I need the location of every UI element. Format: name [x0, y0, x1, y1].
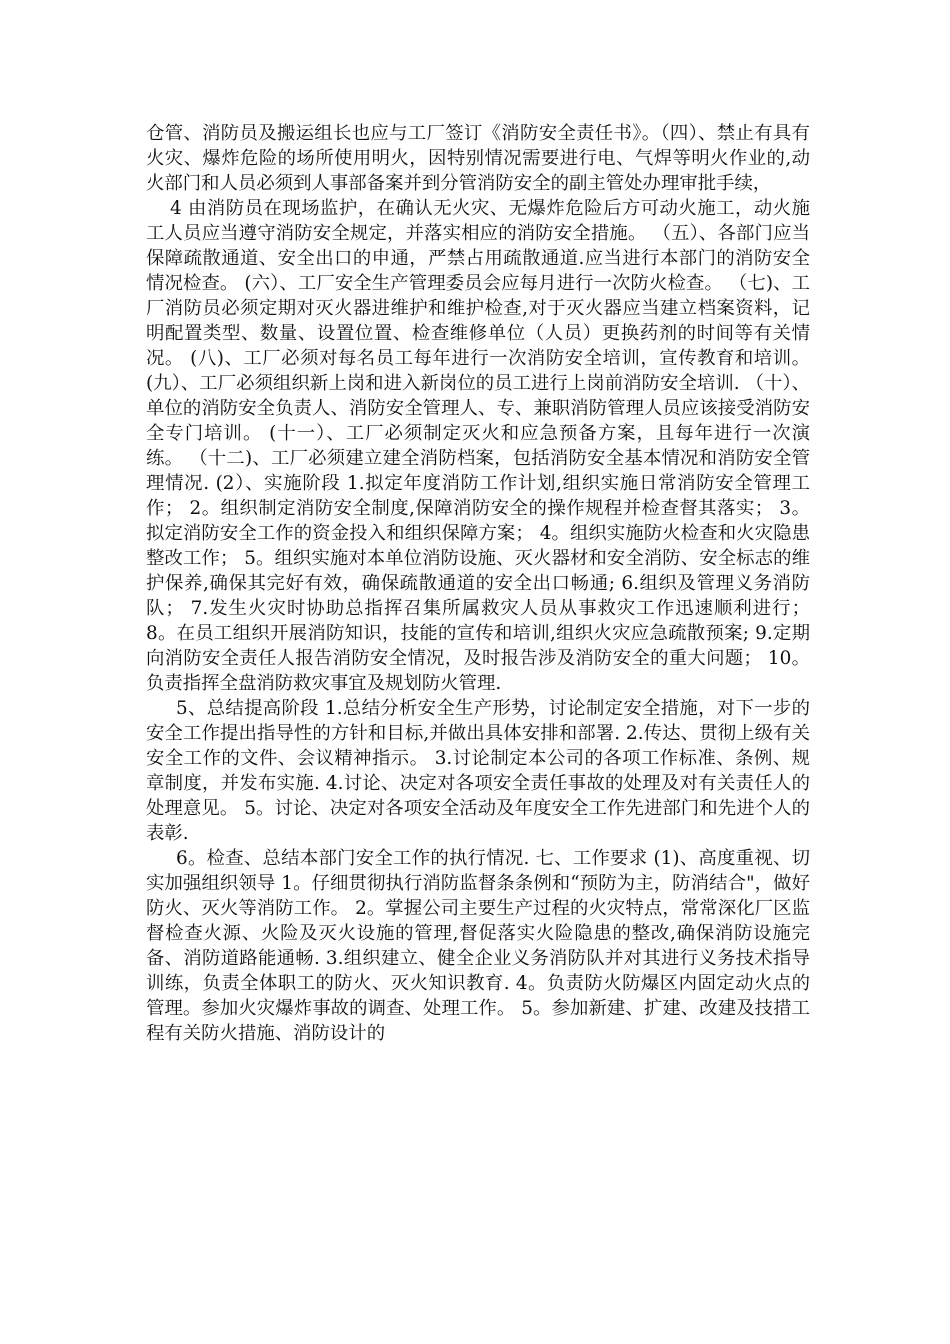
- paragraph-4: 6。检查、总结本部门安全工作的执行情况. 七、工作要求 (1)、高度重视、切实加强组织领导 1。仔细贯彻执行消防监督条条例和“预防为主，防消结合"，做好防火、灭火等消防工作。 2。掌握公司主要生产过程的火灾特点，常常深化厂区监督检查火源、火险及灭火设施的管理,督促落实火险隐患的整改,确保消防设施完备、消防道路能通畅. 3.组织建立、健全企业义务消防队并对其进行义务技术指导训练，负责全体职工的防火、灭火知识教育. 4。负责防火防爆区内固定动火点的管理。参加火灾爆炸事故的调查、处理工作。 5。参加新建、扩建、改建及技措工程有关防火措施、消防设计的: [146, 848, 810, 1044]
- paragraph-1: 仓管、消防员及搬运组长也应与工厂签订《消防安全责任书》。（四）、禁止有具有火灾、爆炸危险的场所使用明火，因特别情况需要进行电、气焊等明火作业的,动火部门和人员必须到人事部备案并到分管消防安全的副主管处办理审批手续，: [146, 123, 810, 194]
- paragraph-3: 5、总结提高阶段 1.总结分析安全生产形势，讨论制定安全措施，对下一步的安全工作提出指导性的方针和目标,并做出具体安排和部署. 2.传达、贯彻上级有关安全工作的文件、会议精神指示。 3.讨论制定本公司的各项工作标准、条例、规章制度，并发布实施. 4.讨论、决定对各项安全责任事故的处理及对有关责任人的处理意见。 5。讨论、决定对各项安全活动及年度安全工作先进部门和先进个人的表彰.: [146, 698, 810, 844]
- paragraph-2: 4 由消防员在现场监护，在确认无火灾、无爆炸危险后方可动火施工，动火施工人员应当遵守消防安全规定，并落实相应的消防安全措施。 （五）、各部门应当保障疏散通道、安全出口的申通，严禁占用疏散通道.应当进行本部门的消防安全情况检查。 (六）、工厂安全生产管理委员会应每月进行一次防火检查。 （七)、工厂消防员必须定期对灭火器进维护和维护检查,对于灭火器应当建立档案资料，记明配置类型、数量、设置位置、检查维修单位（人员）更换药剂的时间等有关情况。 (八)、工厂必须对每名员工每年进行一次消防安全培训，宣传教育和培训。 (九）、工厂必须组织新上岗和进入新岗位的员工进行上岗前消防安全培训. （十）、单位的消防安全负责人、消防安全管理人、专、兼职消防管理人员应该接受消防安全专门培训。 (十一）、工厂必须制定灭火和应急预备方案，且每年进行一次演练。 （十二)、工厂必须建立建全消防档案，包括消防安全基本情况和消防安全管理情况. (2）、实施阶段 1.拟定年度消防工作计划,组织实施日常消防安全管理工作； 2。组织制定消防安全制度,保障消防安全的操作规程并检查督其落实； 3。拟定消防安全工作的资金投入和组织保障方案； 4。组织实施防火检查和火灾隐患整改工作； 5。组织实施对本单位消防设施、灭火器材和安全消防、安全标志的维护保养,确保其完好有效，确保疏散通道的安全出口畅通; 6.组织及管理义务消防队； 7.发生火灾时协助总指挥召集所属救灾人员从事救灾工作迅速顺利进行； 8。在员工组织开展消防知识，技能的宣传和培训,组织火灾应急疏散预案; 9.定期向消防安全责任人报告消防安全情况，及时报告涉及消防安全的重大问题； 10。负责指挥全盘消防救灾事宜及规划防火管理.: [146, 198, 810, 694]
- document-body: [146, 121, 810, 1046]
